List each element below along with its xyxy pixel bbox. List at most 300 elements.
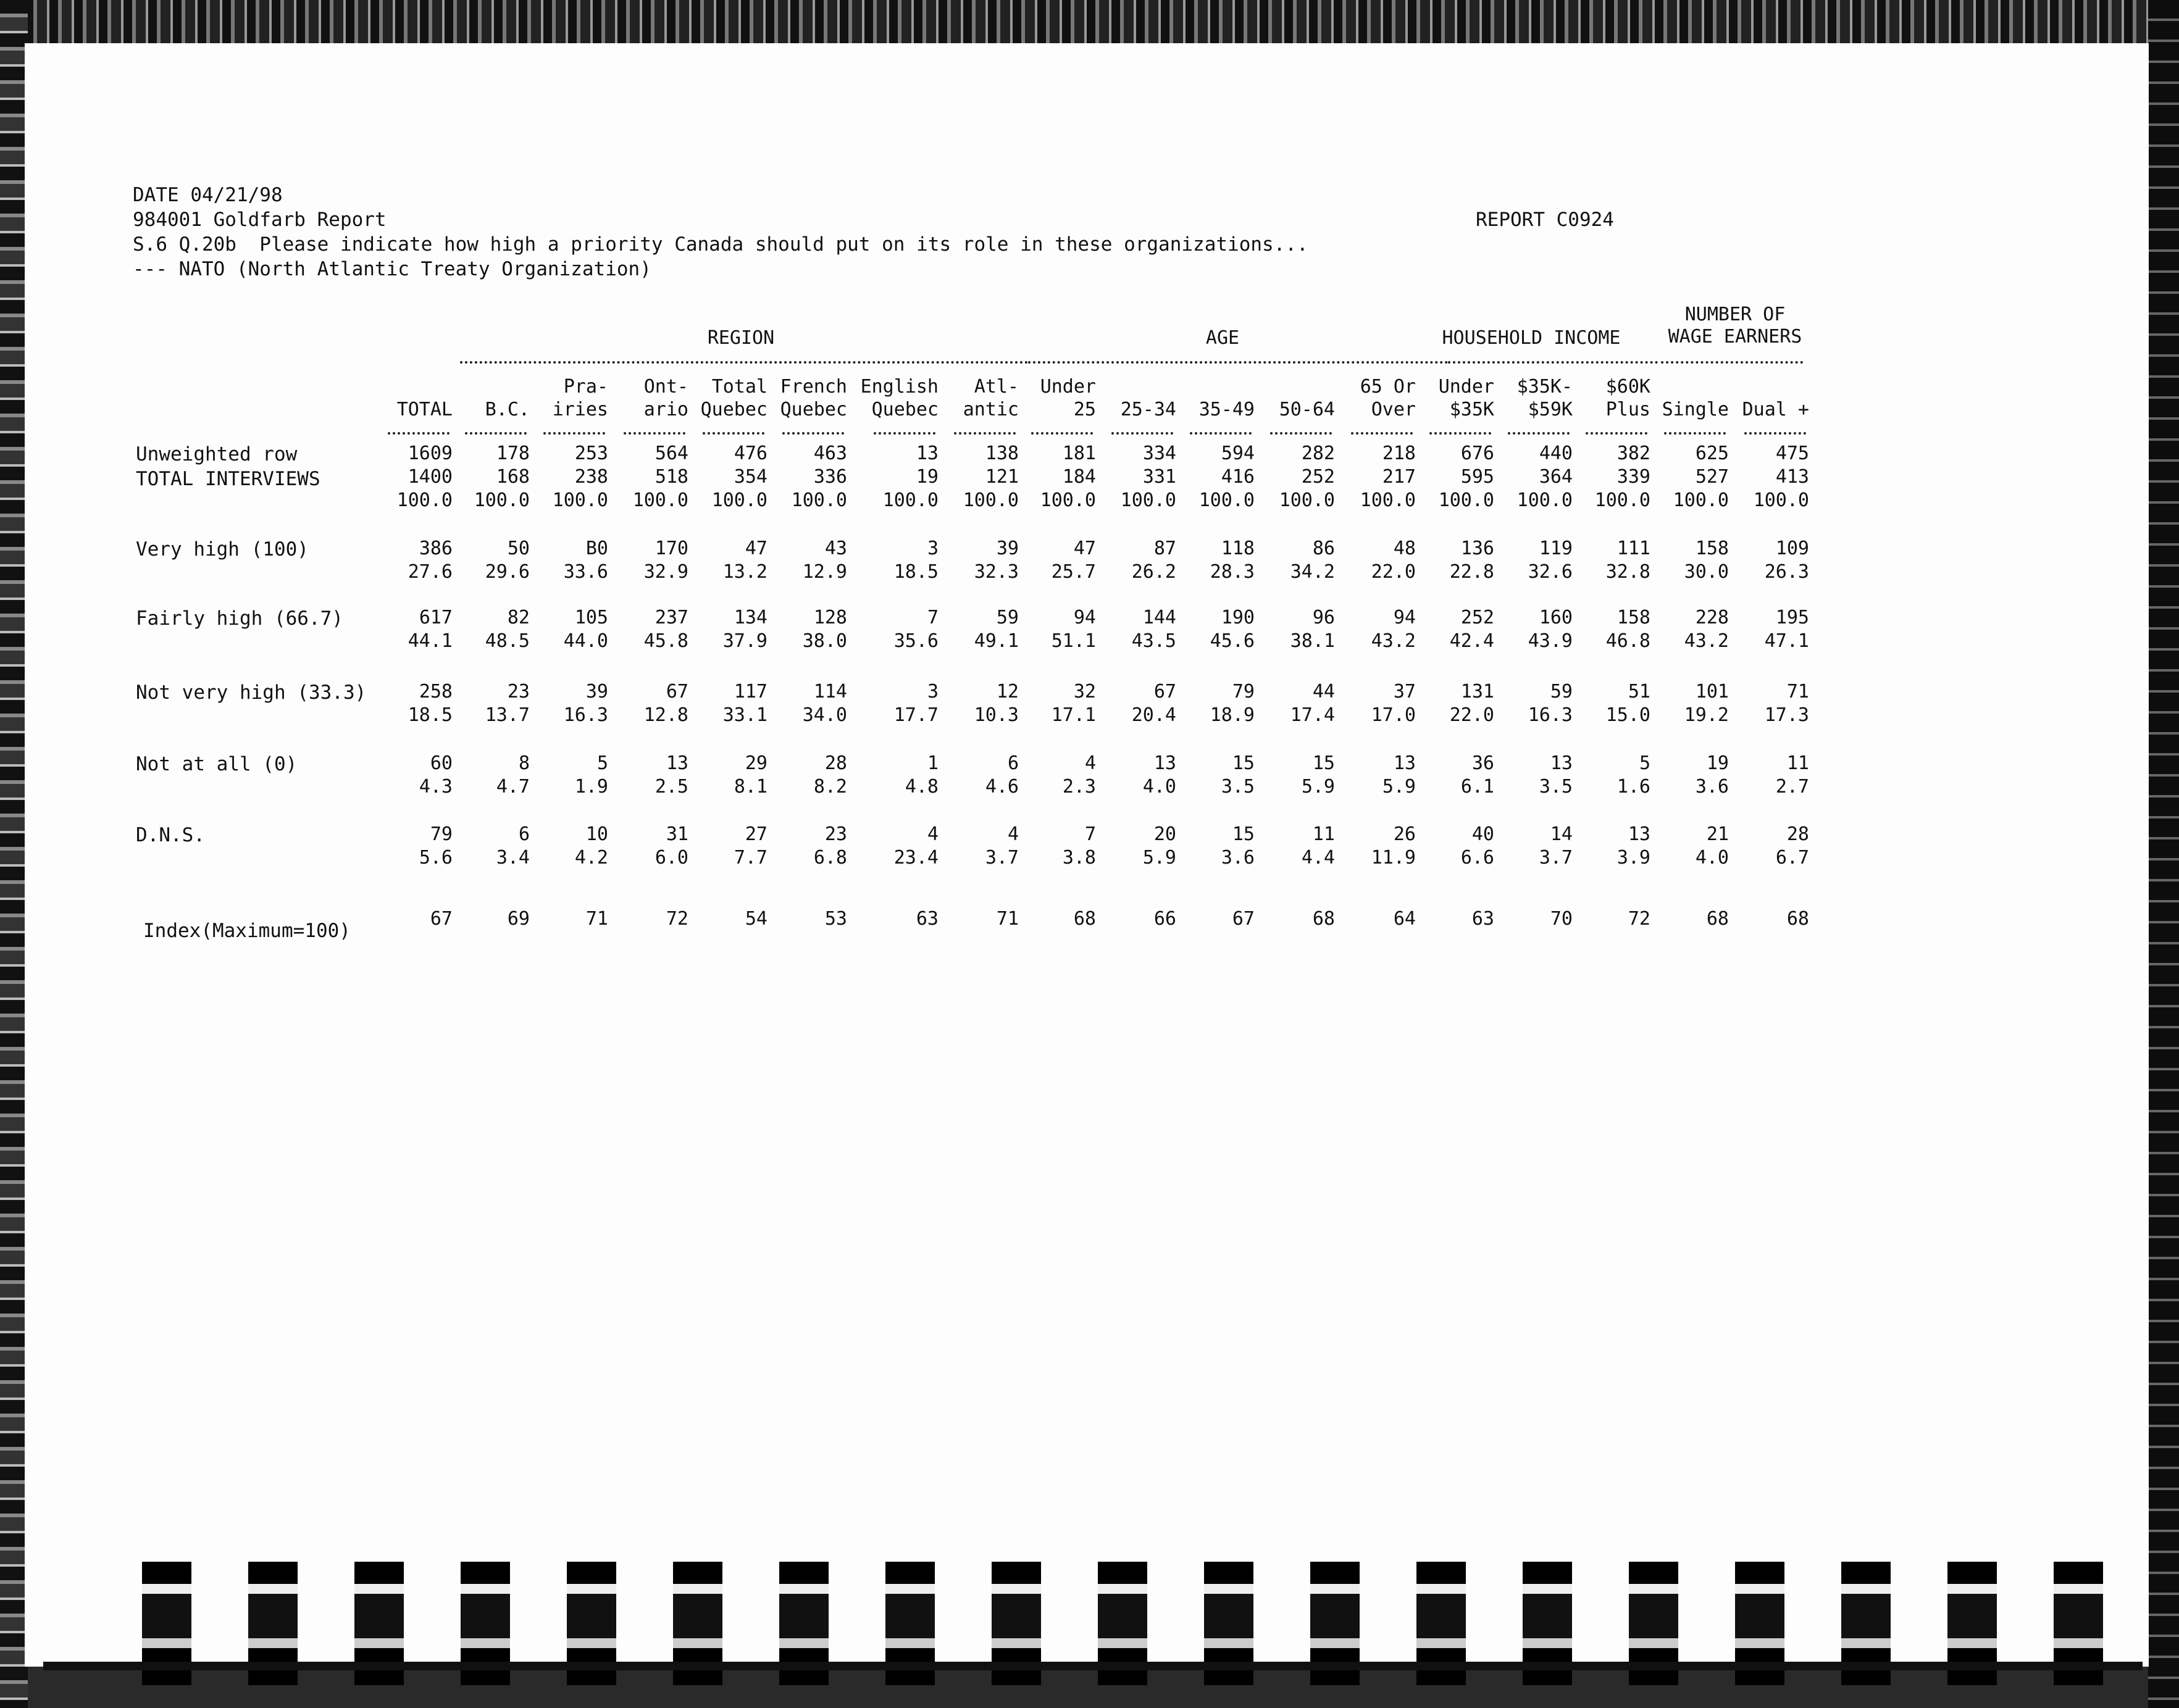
table-cell: 19	[916, 466, 939, 488]
table-cell: 3.7	[1539, 847, 1573, 869]
table-cell: 625	[1695, 443, 1729, 464]
table-cell: 158	[1695, 538, 1729, 559]
table-cell: 32.3	[974, 561, 1019, 583]
row-label-not-very-high: Not very high (33.3)	[136, 681, 367, 704]
table-cell: 181	[1062, 443, 1096, 464]
table-cell: 51.1	[1051, 630, 1096, 652]
table-cell: 4.6	[985, 776, 1019, 798]
table-cell: 100.0	[1040, 489, 1096, 511]
table-cell: 121	[985, 466, 1019, 488]
column-header: 50-64	[1279, 399, 1335, 420]
table-cell: 331	[1142, 466, 1176, 488]
age-rule	[1028, 361, 1448, 364]
table-cell: 25.7	[1051, 561, 1096, 583]
table-cell: 40	[1471, 823, 1494, 845]
column-header: B.C.	[485, 399, 530, 420]
table-cell: 136	[1460, 538, 1494, 559]
table-cell: 237	[655, 607, 688, 628]
table-cell: 51	[1628, 681, 1650, 702]
table-cell: 2.7	[1775, 776, 1809, 798]
row-label-dns: D.N.S.	[136, 824, 205, 846]
table-cell: 6	[1007, 752, 1019, 774]
column-underline	[1508, 432, 1570, 435]
table-cell: 68	[1312, 908, 1335, 930]
table-cell: 96	[1312, 607, 1335, 628]
table-cell: 35.6	[893, 630, 939, 652]
table-cell: 416	[1221, 466, 1255, 488]
table-cell: 71	[1786, 681, 1809, 702]
column-underline	[1270, 432, 1332, 435]
table-cell: 382	[1616, 443, 1650, 464]
table-cell: 13.2	[722, 561, 767, 583]
table-cell: 33.6	[563, 561, 608, 583]
table-cell: 100.0	[1753, 489, 1809, 511]
table-cell: 476	[734, 443, 767, 464]
table-cell: 22.0	[1449, 704, 1494, 726]
table-cell: 67	[666, 681, 688, 702]
table-cell: 86	[1312, 538, 1335, 559]
column-header: Single	[1662, 399, 1729, 420]
table-cell: 475	[1775, 443, 1809, 464]
table-cell: 18.9	[1210, 704, 1255, 726]
table-cell: 20.4	[1131, 704, 1176, 726]
table-cell: 8	[518, 752, 530, 774]
table-cell: 336	[813, 466, 847, 488]
table-cell: 100.0	[552, 489, 608, 511]
table-cell: 43.9	[1528, 630, 1573, 652]
column-underline	[465, 432, 527, 435]
table-cell: 564	[655, 443, 688, 464]
table-cell: 100.0	[1673, 489, 1729, 511]
table-cell: 252	[1301, 466, 1335, 488]
table-cell: 18.5	[893, 561, 939, 583]
table-cell: 44.0	[563, 630, 608, 652]
table-cell: 49.1	[974, 630, 1019, 652]
table-cell: 72	[666, 908, 688, 930]
table-cell: 48	[1393, 538, 1416, 559]
table-cell: 6.8	[813, 847, 847, 869]
table-cell: 48.5	[485, 630, 530, 652]
table-cell: 334	[1142, 443, 1176, 464]
row-label-base: Unweighted row TOTAL INTERVIEWS	[136, 443, 320, 490]
table-cell: 16.3	[563, 704, 608, 726]
table-cell: 27.6	[408, 561, 453, 583]
column-header: 35-49	[1198, 399, 1255, 420]
binder-edge-right	[2148, 0, 2179, 1708]
column-underline	[1586, 432, 1647, 435]
table-cell: 6.6	[1460, 847, 1494, 869]
table-cell: 36	[1471, 752, 1494, 774]
table-cell: 11.9	[1371, 847, 1416, 869]
table-cell: 253	[574, 443, 608, 464]
table-cell: 44	[1312, 681, 1335, 702]
table-cell: 13	[1153, 752, 1176, 774]
table-cell: 160	[1539, 607, 1573, 628]
table-cell: 10.3	[974, 704, 1019, 726]
table-cell: 1609	[408, 443, 453, 464]
table-cell: 617	[419, 607, 453, 628]
earners-rule	[1661, 361, 1803, 364]
table-cell: 4.0	[1142, 776, 1176, 798]
column-underline	[703, 432, 764, 435]
table-cell: 12.9	[802, 561, 847, 583]
report-date: DATE 04/21/98	[133, 184, 283, 206]
table-cell: 79	[430, 823, 453, 845]
column-header: French Quebec	[780, 376, 847, 420]
table-cell: 100.0	[1279, 489, 1335, 511]
table-cell: 100.0	[1438, 489, 1494, 511]
table-cell: 43	[824, 538, 847, 559]
table-cell: 100.0	[632, 489, 688, 511]
table-cell: 158	[1616, 607, 1650, 628]
table-cell: 19.2	[1684, 704, 1729, 726]
column-underline	[1744, 432, 1806, 435]
table-cell: 63	[1471, 908, 1494, 930]
column-underline	[388, 432, 450, 435]
column-header: TOTAL	[396, 399, 453, 420]
table-cell: 68	[1786, 908, 1809, 930]
table-cell: 3.6	[1221, 847, 1255, 869]
table-cell: B0	[585, 538, 608, 559]
column-header: 65 Or Over	[1360, 376, 1416, 420]
table-cell: 14	[1550, 823, 1573, 845]
table-cell: 43.2	[1371, 630, 1416, 652]
table-cell: 17.3	[1764, 704, 1809, 726]
column-underline	[954, 432, 1016, 435]
table-cell: 118	[1221, 538, 1255, 559]
report-id: REPORT C0924	[1476, 209, 1614, 231]
table-cell: 178	[496, 443, 530, 464]
table-cell: 38.0	[802, 630, 847, 652]
table-cell: 38.1	[1290, 630, 1335, 652]
table-cell: 100.0	[396, 489, 453, 511]
table-cell: 1.9	[574, 776, 608, 798]
table-cell: 8.1	[734, 776, 767, 798]
table-cell: 5.9	[1142, 847, 1176, 869]
table-cell: 13	[1550, 752, 1573, 774]
table-cell: 128	[813, 607, 847, 628]
table-cell: 228	[1695, 607, 1729, 628]
table-cell: 2.3	[1062, 776, 1096, 798]
table-cell: 68	[1706, 908, 1729, 930]
table-cell: 13	[1393, 752, 1416, 774]
table-cell: 43.2	[1684, 630, 1729, 652]
table-cell: 69	[507, 908, 530, 930]
table-cell: 100.0	[882, 489, 939, 511]
table-cell: 37	[1393, 681, 1416, 702]
row-label-very-high: Very high (100)	[136, 538, 309, 560]
table-cell: 100.0	[1198, 489, 1255, 511]
table-cell: 11	[1312, 823, 1335, 845]
row-label-index: Index(Maximum=100)	[143, 920, 351, 942]
column-header: Pra- iries	[552, 376, 608, 420]
row-label-not-at-all: Not at all (0)	[136, 753, 298, 775]
table-cell: 4.0	[1695, 847, 1729, 869]
table-cell: 28.3	[1210, 561, 1255, 583]
table-cell: 238	[574, 466, 608, 488]
table-cell: 2.5	[655, 776, 688, 798]
table-cell: 364	[1539, 466, 1573, 488]
column-underline	[543, 432, 605, 435]
column-header: 25-34	[1120, 399, 1176, 420]
table-cell: 100.0	[1360, 489, 1416, 511]
table-cell: 71	[996, 908, 1019, 930]
table-cell: 22.0	[1371, 561, 1416, 583]
table-cell: 39	[585, 681, 608, 702]
table-cell: 11	[1786, 752, 1809, 774]
table-cell: 117	[734, 681, 767, 702]
region-rule	[460, 361, 1028, 364]
table-cell: 22.8	[1449, 561, 1494, 583]
table-cell: 59	[996, 607, 1019, 628]
table-cell: 4	[927, 823, 939, 845]
table-cell: 34.0	[802, 704, 847, 726]
table-cell: 32.8	[1605, 561, 1650, 583]
table-cell: 23	[824, 823, 847, 845]
table-cell: 21	[1706, 823, 1729, 845]
table-cell: 12.8	[643, 704, 688, 726]
income-rule	[1448, 361, 1658, 364]
table-cell: 100.0	[963, 489, 1019, 511]
table-cell: 6.7	[1775, 847, 1809, 869]
table-cell: 17.1	[1051, 704, 1096, 726]
table-cell: 3.7	[985, 847, 1019, 869]
table-cell: 100.0	[1594, 489, 1650, 511]
table-cell: 527	[1695, 466, 1729, 488]
table-cell: 30.0	[1684, 561, 1729, 583]
table-cell: 70	[1550, 908, 1573, 930]
table-cell: 26.3	[1764, 561, 1809, 583]
table-cell: 100.0	[474, 489, 530, 511]
table-cell: 8.2	[813, 776, 847, 798]
column-header: Under 25	[1040, 376, 1096, 420]
table-cell: 3.5	[1221, 776, 1255, 798]
table-cell: 386	[419, 538, 453, 559]
table-cell: 3.6	[1695, 776, 1729, 798]
table-cell: 46.8	[1605, 630, 1650, 652]
table-cell: 3	[927, 681, 939, 702]
group-earners: NUMBER OF WAGE EARNERS	[1668, 304, 1802, 348]
table-cell: 20	[1153, 823, 1176, 845]
table-cell: 13	[1628, 823, 1650, 845]
table-cell: 676	[1460, 443, 1494, 464]
column-underline	[1031, 432, 1093, 435]
table-cell: 114	[813, 681, 847, 702]
table-cell: 4.7	[496, 776, 530, 798]
table-cell: 15	[1312, 752, 1335, 774]
table-cell: 109	[1775, 538, 1809, 559]
table-cell: 37.9	[722, 630, 767, 652]
table-cell: 17.4	[1290, 704, 1335, 726]
table-cell: 5	[596, 752, 608, 774]
table-cell: 66	[1153, 908, 1176, 930]
table-cell: 47	[745, 538, 767, 559]
column-header: $35K- $59K	[1516, 376, 1573, 420]
column-underline	[1429, 432, 1491, 435]
table-cell: 4.3	[419, 776, 453, 798]
table-cell: 31	[666, 823, 688, 845]
table-cell: 3.9	[1616, 847, 1650, 869]
table-cell: 168	[496, 466, 530, 488]
table-cell: 18.5	[408, 704, 453, 726]
table-cell: 87	[1153, 538, 1176, 559]
table-cell: 94	[1393, 607, 1416, 628]
table-cell: 32.6	[1528, 561, 1573, 583]
table-cell: 33.1	[722, 704, 767, 726]
table-cell: 105	[574, 607, 608, 628]
table-cell: 1400	[408, 466, 453, 488]
table-cell: 72	[1628, 908, 1650, 930]
row-label-fairly-high: Fairly high (66.7)	[136, 607, 343, 630]
table-cell: 32	[1073, 681, 1096, 702]
table-cell: 282	[1301, 443, 1335, 464]
table-cell: 3.4	[496, 847, 530, 869]
table-cell: 68	[1073, 908, 1096, 930]
table-cell: 15	[1232, 752, 1255, 774]
table-cell: 4	[1084, 752, 1096, 774]
table-cell: 28	[824, 752, 847, 774]
table-cell: 144	[1142, 607, 1176, 628]
table-cell: 440	[1539, 443, 1573, 464]
table-cell: 5	[1639, 752, 1650, 774]
table-cell: 252	[1460, 607, 1494, 628]
table-cell: 26.2	[1131, 561, 1176, 583]
table-cell: 463	[813, 443, 847, 464]
table-cell: 82	[507, 607, 530, 628]
table-cell: 59	[1550, 681, 1573, 702]
table-cell: 4.4	[1301, 847, 1335, 869]
table-cell: 12	[996, 681, 1019, 702]
table-cell: 190	[1221, 607, 1255, 628]
column-underline	[1351, 432, 1413, 435]
table-cell: 5.9	[1382, 776, 1416, 798]
column-header: Total Quebec	[700, 376, 767, 420]
table-cell: 26	[1393, 823, 1416, 845]
table-cell: 3.8	[1062, 847, 1096, 869]
table-cell: 67	[430, 908, 453, 930]
table-cell: 134	[734, 607, 767, 628]
table-cell: 53	[824, 908, 847, 930]
table-cell: 6.0	[655, 847, 688, 869]
table-cell: 17.0	[1371, 704, 1416, 726]
group-age: AGE	[1205, 327, 1240, 349]
table-cell: 184	[1062, 466, 1096, 488]
table-cell: 13	[666, 752, 688, 774]
column-underline	[1664, 432, 1726, 435]
binding-bar	[43, 1662, 2143, 1670]
column-underline	[624, 432, 685, 435]
column-underline	[1111, 432, 1173, 435]
table-cell: 29.6	[485, 561, 530, 583]
table-cell: 47	[1073, 538, 1096, 559]
column-header: Atl- antic	[963, 376, 1019, 420]
table-cell: 23.4	[893, 847, 939, 869]
table-cell: 131	[1460, 681, 1494, 702]
table-cell: 111	[1616, 538, 1650, 559]
table-cell: 100.0	[791, 489, 847, 511]
table-cell: 138	[985, 443, 1019, 464]
table-cell: 43.5	[1131, 630, 1176, 652]
table-cell: 29	[745, 752, 767, 774]
table-cell: 50	[507, 538, 530, 559]
table-cell: 45.6	[1210, 630, 1255, 652]
table-cell: 258	[419, 681, 453, 702]
table-cell: 4.2	[574, 847, 608, 869]
table-cell: 94	[1073, 607, 1096, 628]
table-cell: 71	[585, 908, 608, 930]
table-cell: 413	[1775, 466, 1809, 488]
table-cell: 339	[1616, 466, 1650, 488]
table-cell: 34.2	[1290, 561, 1335, 583]
table-cell: 101	[1695, 681, 1729, 702]
table-cell: 17.7	[893, 704, 939, 726]
report-name: 984001 Goldfarb Report	[133, 209, 387, 231]
table-cell: 100.0	[1516, 489, 1573, 511]
table-cell: 1.6	[1616, 776, 1650, 798]
column-underline	[874, 432, 935, 435]
table-cell: 64	[1393, 908, 1416, 930]
table-cell: 5.6	[419, 847, 453, 869]
table-cell: 27	[745, 823, 767, 845]
table-cell: 218	[1382, 443, 1416, 464]
table-cell: 518	[655, 466, 688, 488]
table-cell: 54	[745, 908, 767, 930]
table-cell: 217	[1382, 466, 1416, 488]
table-cell: 13.7	[485, 704, 530, 726]
table-cell: 7.7	[734, 847, 767, 869]
table-cell: 7	[927, 607, 939, 628]
column-underline	[782, 432, 844, 435]
table-cell: 60	[430, 752, 453, 774]
table-cell: 67	[1232, 908, 1255, 930]
table-cell: 16.3	[1528, 704, 1573, 726]
column-header: Dual +	[1742, 399, 1809, 420]
table-cell: 5.9	[1301, 776, 1335, 798]
table-cell: 28	[1786, 823, 1809, 845]
column-header: Under $35K	[1438, 376, 1494, 420]
table-cell: 1	[927, 752, 939, 774]
table-cell: 63	[916, 908, 939, 930]
table-cell: 39	[996, 538, 1019, 559]
table-cell: 19	[1706, 752, 1729, 774]
table-cell: 23	[507, 681, 530, 702]
table-cell: 195	[1775, 607, 1809, 628]
table-cell: 595	[1460, 466, 1494, 488]
spiral-binding	[0, 1562, 2179, 1708]
table-cell: 4	[1007, 823, 1019, 845]
table-cell: 100.0	[711, 489, 767, 511]
binder-edge-left	[0, 0, 28, 1708]
question-subject: --- NATO (North Atlantic Treaty Organization)	[133, 258, 651, 280]
table-cell: 44.1	[408, 630, 453, 652]
question-text: S.6 Q.20b Please indicate how high a priority Canada should put on its role in these organizations...	[133, 233, 1308, 256]
column-underline	[1190, 432, 1252, 435]
table-cell: 354	[734, 466, 767, 488]
column-header: Ont- ario	[643, 376, 688, 420]
table-cell: 45.8	[643, 630, 688, 652]
table-cell: 100.0	[1120, 489, 1176, 511]
table-cell: 6.1	[1460, 776, 1494, 798]
table-cell: 170	[655, 538, 688, 559]
column-header: $60K Plus	[1605, 376, 1650, 420]
group-income: HOUSEHOLD INCOME	[1442, 327, 1621, 349]
table-cell: 67	[1153, 681, 1176, 702]
group-region: REGION	[707, 327, 775, 349]
column-header: English Quebec	[860, 376, 939, 420]
table-cell: 10	[585, 823, 608, 845]
table-cell: 13	[916, 443, 939, 464]
table-cell: 15.0	[1605, 704, 1650, 726]
